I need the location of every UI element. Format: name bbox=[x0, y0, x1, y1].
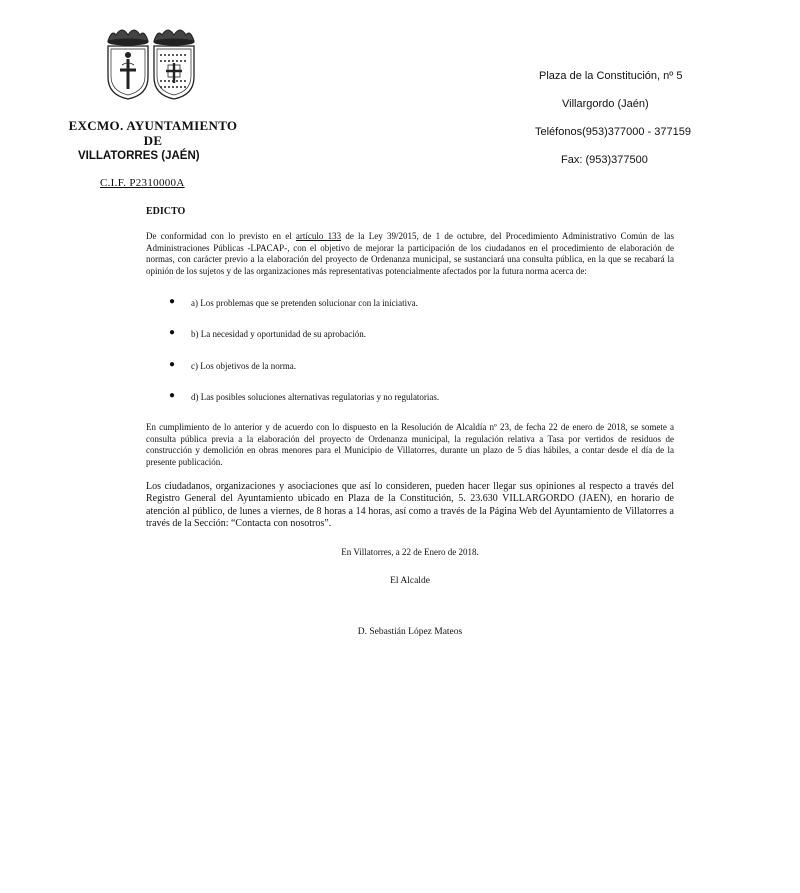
list-item-text: c) Los objetivos de la norma. bbox=[191, 361, 296, 371]
org-name-line2: DE bbox=[143, 133, 163, 148]
cif-number: C.I.F. P2310000A bbox=[100, 177, 185, 189]
article-133-link[interactable]: artículo 133 bbox=[295, 231, 342, 241]
list-item-text: b) La necesidad y oportunidad de su aprobación. bbox=[191, 329, 366, 339]
bullet-icon: ● bbox=[169, 390, 176, 401]
list-item-text: d) Las posibles soluciones alternativas regulatorias y no regulatorias. bbox=[191, 392, 440, 402]
date-line: En Villatorres, a 22 de Enero de 2018. bbox=[341, 547, 479, 557]
participation-paragraph: Los ciudadanos, organizaciones y asociaciones que así lo consideren, pueden hacer llegar sus opiniones al respecto a través del Registro General del Ayuntamiento ubicado en Plaza de la Constitución, 5. 23.630 VILLARGORDO (JAEN), en horario de atención al público, de lunes a viernes, de 8 horas a 14 horas, así como a través de la Página Web del Ayuntamiento de Villatorres a través de la Sección: “Contacta con nosotros”. bbox=[146, 481, 674, 530]
org-name-line1: EXCMO. AYUNTAMIENTO bbox=[68, 118, 238, 133]
resolution-paragraph: En cumplimiento de lo anterior y de acuerdo con lo dispuesto en la Resolución de Alcaldía nº 23, de fecha 22 de enero de 2018, se somete a consulta pública previa a la elaboración del proyecto de Ordenanza municipal, la regulación relativa a Tasa por vertidos de residuos de construcción y demolición en obras menores para el Municipio de Villatorres, durante un plazo de 5 días hábiles, a contar desde el día de la presente publicación. bbox=[146, 422, 674, 467]
address-city: Villargordo (Jaén) bbox=[562, 98, 649, 110]
signature-role: El Alcalde bbox=[390, 576, 430, 586]
document-title: EDICTO bbox=[146, 206, 186, 217]
coat-of-arms-image bbox=[104, 25, 198, 101]
intro-text-start: De conformidad con lo previsto en el bbox=[146, 231, 296, 241]
organization-name bbox=[58, 118, 248, 164]
address-street: Plaza de la Constitución, nº 5 bbox=[539, 70, 683, 82]
address-phones: Teléfonos(953)377000 - 377159 bbox=[535, 126, 691, 138]
list-item-text: a) Los problemas que se pretenden solucionar con la iniciativa. bbox=[191, 298, 418, 308]
intro-paragraph bbox=[146, 231, 674, 277]
signature-name: D. Sebastián López Mateos bbox=[357, 627, 463, 637]
address-fax: Fax: (953)377500 bbox=[561, 154, 648, 166]
bullet-icon: ● bbox=[169, 327, 176, 338]
intro-text-end: de la Ley 39/2015, de 1 de octubre, del Procedimiento Administrativo Común de las Administraciones Públicas -LPACAP-, con el objetivo de mejorar la participación de los ciudadanos en el procedimiento de elaboración de normas, con carácter previo a la elaboración del proyecto de Ordenanza municipal, se sustanciará una consulta pública, en la que se recabará la opinión de los sujetos y de las organizaciones más representativas potencialmente afectados por la futura norma acerca de: bbox=[146, 231, 674, 276]
org-name-line3: VILLATORRES (JAÉN) bbox=[78, 150, 200, 162]
bullet-icon: ● bbox=[169, 359, 176, 370]
bullet-icon: ● bbox=[169, 296, 176, 307]
